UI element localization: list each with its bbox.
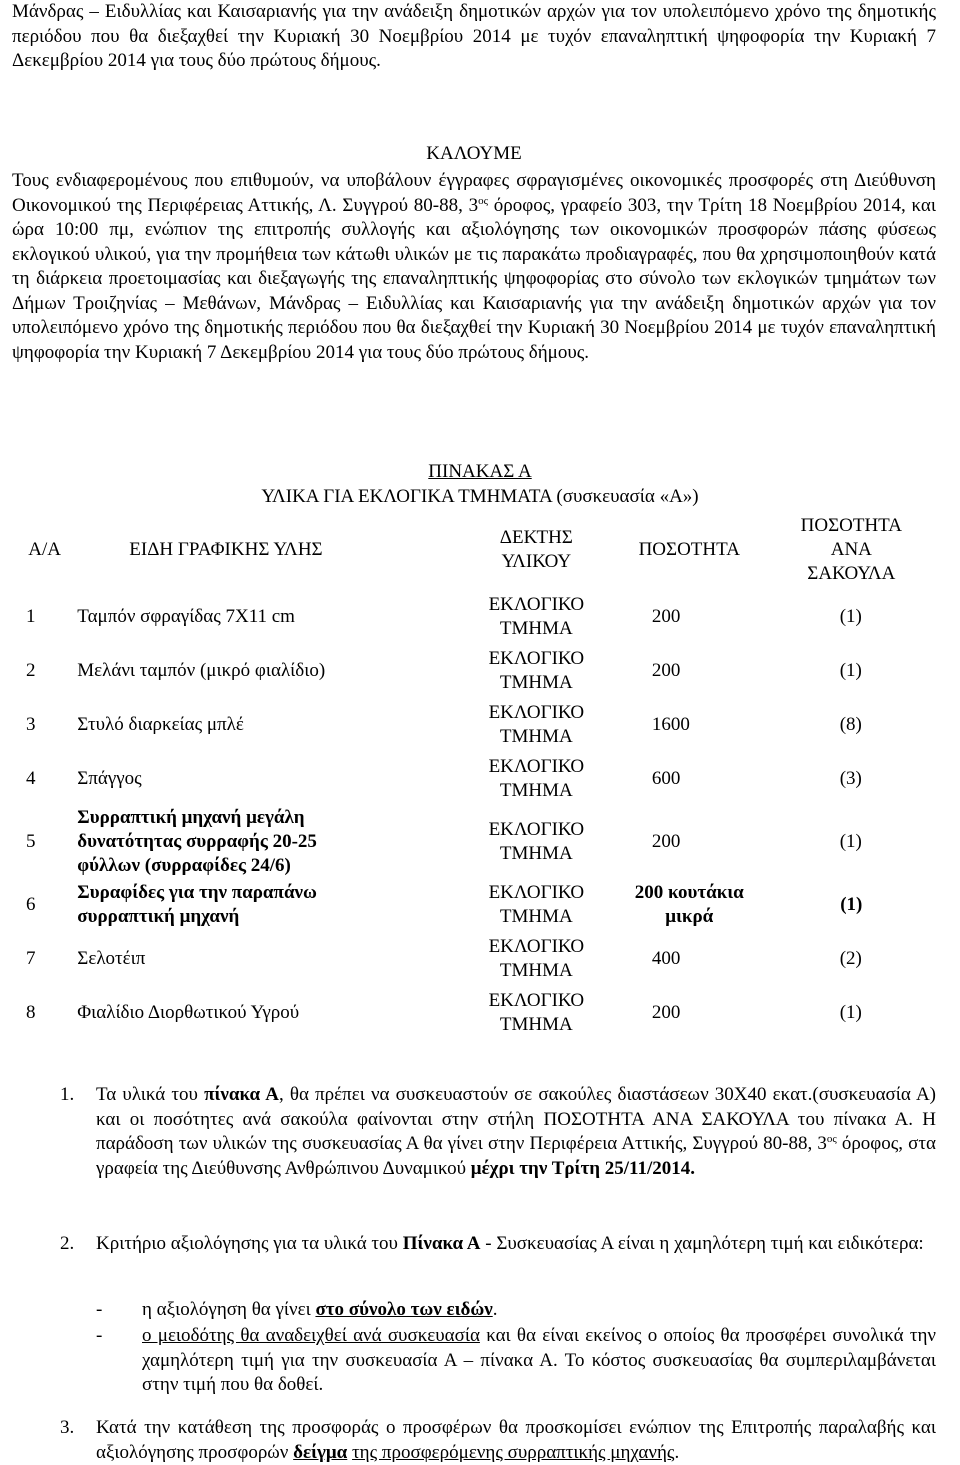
note-1-number: 1.	[60, 1084, 75, 1105]
row-indicator	[461, 932, 612, 986]
row-qty-line1: 200 κουτάκια	[634, 882, 744, 903]
table-row	[12, 806, 936, 878]
row-quantities	[612, 932, 936, 986]
header-indicator-line1: ΔΕΚΤΗΣ	[499, 527, 573, 548]
note-2	[60, 1232, 936, 1257]
materials-table	[12, 510, 936, 1040]
row-bag: (1)	[839, 831, 862, 852]
row-indicator-line1: ΕΚΛΟΓΙΚΟ	[488, 936, 585, 957]
row-aa: 3	[26, 714, 36, 735]
row-indicator	[461, 644, 612, 698]
row-bag: (8)	[839, 714, 862, 735]
row-aa: 5	[26, 831, 36, 852]
dash-2-marker: -	[96, 1325, 103, 1346]
row-quantities	[612, 752, 936, 806]
header-bag-line2: ΑΝΑ	[830, 539, 872, 560]
header-indicator-line2: ΥΛΙΚΟΥ	[501, 551, 572, 572]
dash-1-marker: -	[96, 1299, 103, 1320]
row-qty: 200	[651, 660, 681, 681]
intro-paragraph: Μάνδρας – Ειδυλλίας και Καισαριανής για την ανάδειξη δημοτικών αρχών για τον υπολειπόμενο χρόνο της δημοτικής περιόδου που θα διεξαχθεί την Κυριακή 30 Νοεμβρίου 2014 με τυχόν επαναληπτική ψηφοφορία την Κυριακή 7 Δεκεμβρίου 2014 για τους δύο πρώτους δήμους.	[12, 1, 936, 71]
row-aa: 2	[26, 660, 36, 681]
row-qty: 200	[651, 831, 681, 852]
row-indicator	[461, 752, 612, 806]
row-aa: 6	[26, 894, 36, 915]
row-kind-line2: συρραπτική μηχανή	[77, 906, 240, 927]
table-header-row	[12, 510, 936, 590]
row-indicator-line2: ΤΜΗΜΑ	[499, 843, 573, 864]
row-kind	[77, 878, 461, 932]
row-qty: 200	[651, 1002, 681, 1023]
row-qty	[612, 878, 767, 932]
row-quantities	[612, 590, 936, 644]
row-kind: Σελοτέιπ	[77, 948, 146, 969]
row-kind: Φιαλίδιο Διορθωτικού Υγρού	[77, 1002, 300, 1023]
row-bag: (1)	[839, 1002, 862, 1023]
table-row	[12, 752, 936, 806]
row-indicator-line2: ΤΜΗΜΑ	[499, 1014, 573, 1035]
row-quantities	[612, 806, 936, 878]
row-bag: (1)	[840, 894, 863, 915]
table-row	[12, 644, 936, 698]
note-3-number: 3.	[60, 1417, 75, 1438]
row-indicator-line2: ΤΜΗΜΑ	[499, 780, 573, 801]
header-bag-line1: ΠΟΣΟΤΗΤΑ	[800, 515, 902, 536]
note-1-a: Τα υλικά του	[96, 1084, 205, 1105]
row-quantities	[612, 644, 936, 698]
row-bag: (3)	[839, 768, 862, 789]
dash-1-c: .	[492, 1299, 498, 1320]
row-kind-line2: δυνατότητας συρραφής 20-25	[77, 831, 317, 852]
row-kind-line1: Συρραπτική μηχανή μεγάλη	[77, 807, 305, 828]
note-1	[60, 1083, 937, 1181]
call-sup: ος	[478, 194, 488, 207]
table-row	[12, 932, 936, 986]
note-2-c: - Συσκευασίας Α είναι η χαμηλότερη τιμή και ειδικότερα:	[480, 1233, 924, 1254]
row-qty: 200	[651, 606, 681, 627]
table-row	[12, 986, 936, 1040]
table-row	[12, 878, 936, 932]
row-indicator-line1: ΕΚΛΟΓΙΚΟ	[488, 990, 585, 1011]
row-kind	[77, 806, 461, 878]
row-qty: 600	[651, 768, 681, 789]
row-indicator	[461, 878, 612, 932]
row-kind: Μελάνι ταμπόν (μικρό φιαλίδιο)	[77, 660, 326, 681]
note-1-d: όροφος, στα γραφεία της Διεύθυνσης Ανθρώπινου Δυναμικού	[96, 1133, 936, 1179]
header-bag-line3: ΣΑΚΟΥΛΑ	[807, 563, 896, 584]
row-kind-line3: φύλλων (συρραφίδες 24/6)	[77, 855, 291, 876]
dash-1-b: στο σύνολο των ειδών	[315, 1299, 493, 1320]
row-qty: 1600	[651, 714, 690, 735]
note-3-b: δείγμα	[293, 1441, 348, 1463]
row-aa: 1	[26, 606, 36, 627]
dash-2-a: ο μειοδότης θα αναδειχθεί ανά συσκευασία	[142, 1325, 480, 1346]
dash-item-2	[96, 1324, 936, 1398]
row-indicator	[461, 590, 612, 644]
note-3-e: .	[674, 1441, 680, 1463]
row-quantities	[612, 698, 936, 752]
note-1-c: , θα πρέπει να συσκευαστούν σε σακούλες διαστάσεων 30Χ40 εκατ.(συσκευασία Α) και οι ποσότητες ανά σακούλα φαίνονται στην στήλη ΠΟΣΟΤΗΤΑ ΑΝΑ ΣΑΚΟΥΛΑ του πίνακα Α. Η παράδοση των υλικών της συσκευασίας Α θα γίνει στην Περιφέρεια Αττικής, Συγγρού 80-88, 3	[96, 1084, 937, 1154]
row-kind-line1: Συραφίδες για την παραπάνω	[77, 882, 317, 903]
note-2-a: Κριτήριο αξιολόγησης για τα υλικά του	[96, 1233, 403, 1254]
row-indicator-line2: ΤΜΗΜΑ	[499, 726, 573, 747]
row-bag: (2)	[839, 948, 862, 969]
row-qty: 400	[651, 948, 681, 969]
header-indicator	[461, 510, 612, 590]
row-kind: Στυλό διαρκείας μπλέ	[77, 714, 244, 735]
row-aa: 8	[26, 1002, 36, 1023]
table-row	[12, 698, 936, 752]
note-3-a: Κατά την κατάθεση της προσφοράς ο προσφέρων θα προσκομίσει ενώπιον της Επιτροπής παραλαβής και αξιολόγησης προσφορών	[96, 1417, 936, 1463]
row-aa: 7	[26, 948, 36, 969]
dash-2-b: και θα είναι εκείνος ο οποίος θα προσφέρει συνολικά την χαμηλότερη τιμή για την συσκευασία Α – πίνακα Α. Το κόστος συσκευασίας θα συμπεριλαμβάνεται στην τιμή που θα δοθεί.	[142, 1325, 936, 1395]
note-2-number: 2.	[60, 1233, 75, 1254]
note-1-e: μέχρι την Τρίτη 25/11/2014.	[470, 1157, 696, 1179]
table-subtitle: ΥΛΙΚΑ ΓΙΑ ΕΚΛΟΓΙΚΑ ΤΜΗΜΑΤΑ (συσκευασία «Α»)	[261, 486, 699, 507]
row-indicator-line1: ΕΚΛΟΓΙΚΟ	[488, 882, 585, 903]
row-bag: (1)	[839, 606, 862, 627]
row-indicator-line1: ΕΚΛΟΓΙΚΟ	[488, 648, 585, 669]
row-kind: Ταμπόν σφραγίδας 7Χ11 cm	[77, 606, 295, 627]
row-indicator-line2: ΤΜΗΜΑ	[499, 618, 573, 639]
row-bag: (1)	[839, 660, 862, 681]
dash-item-1	[96, 1298, 936, 1323]
row-kind: Σπάγγος	[77, 768, 142, 789]
call-paragraph	[12, 169, 936, 365]
row-indicator-line2: ΤΜΗΜΑ	[499, 672, 573, 693]
row-indicator	[461, 986, 612, 1040]
call-part1: Τους ενδιαφερομένους που επιθυμούν, να υποβάλουν έγγραφες σφραγισμένες οικονομικές προσφορές στη Διεύθυνση Οικονομικού της Περιφέρειας Αττικής, Λ. Συγγρού 80-88, 3	[12, 170, 936, 216]
row-indicator-line1: ΕΚΛΟΓΙΚΟ	[488, 819, 585, 840]
row-indicator-line2: ΤΜΗΜΑ	[499, 960, 573, 981]
row-indicator	[461, 806, 612, 878]
row-indicator-line1: ΕΚΛΟΓΙΚΟ	[488, 594, 585, 615]
note-2-text	[96, 1232, 936, 1257]
header-bag	[767, 510, 936, 590]
row-indicator	[461, 698, 612, 752]
dash-2-text	[142, 1324, 936, 1398]
row-indicator-line1: ΕΚΛΟΓΙΚΟ	[488, 702, 585, 723]
note-2-b: Πίνακα Α	[402, 1233, 481, 1254]
header-qty: ΠΟΣΟΤΗΤΑ	[638, 539, 740, 560]
dash-1-text	[142, 1298, 936, 1323]
note-3	[60, 1416, 936, 1465]
row-indicator-line1: ΕΚΛΟΓΙΚΟ	[488, 756, 585, 777]
note-1-text	[96, 1083, 936, 1181]
row-qty-line2: μικρά	[665, 906, 714, 927]
row-indicator-line2: ΤΜΗΜΑ	[499, 906, 573, 927]
call-part2: όροφος, γραφείο 303, την Τρίτη 18 Νοεμβρίου 2014, και ώρα 10:00 πμ, ενώπιον της επιτροπής συλλογής και αξιολόγησης των οικονομικών προσφορών πάσης φύσεως εκλογικού υλικού, για την προμήθεια των κάτωθι υλικών με τις παρακάτω προδιαγραφές, που θα χρησιμοποιηθούν κατά τη διάρκεια προετοιμασίας και διεξαγωγής της επαναληπτικής ψηφοφορίας στο σύνολο των εκλογικών τμημάτων των Δήμων Τροιζηνίας – Μεθάνων, Μάνδρας – Ειδυλλίας και Καισαριανής για την ανάδειξη δημοτικών αρχών για τον υπολειπόμενο χρόνο της δημοτικής περιόδου που θα διεξαχθεί την Κυριακή 30 Νοεμβρίου 2014 με τυχόν επαναληπτική ψηφοφορία την Κυριακή 7 Δεκεμβρίου 2014 για τους δύο πρώτους δήμους.	[12, 194, 936, 363]
table-row	[12, 590, 936, 644]
header-aa: Α/Α	[28, 539, 61, 560]
table-title: ΠΙΝΑΚΑΣ Α	[428, 461, 532, 482]
dash-1-a: η αξιολόγηση θα γίνει	[142, 1299, 316, 1320]
note-1-b: πίνακα Α	[204, 1084, 279, 1105]
header-kind: ΕΙΔΗ ΓΡΑΦΙΚΗΣ ΥΛΗΣ	[129, 539, 323, 560]
note-1-sup: ος	[826, 1133, 837, 1145]
call-heading: ΚΑΛΟΥΜΕ	[426, 143, 522, 164]
row-aa: 4	[26, 768, 36, 789]
note-3-text	[96, 1416, 936, 1465]
row-quantities	[612, 986, 936, 1040]
note-3-d: της προσφερόμενης συρραπτικής μηχανής	[352, 1441, 675, 1463]
